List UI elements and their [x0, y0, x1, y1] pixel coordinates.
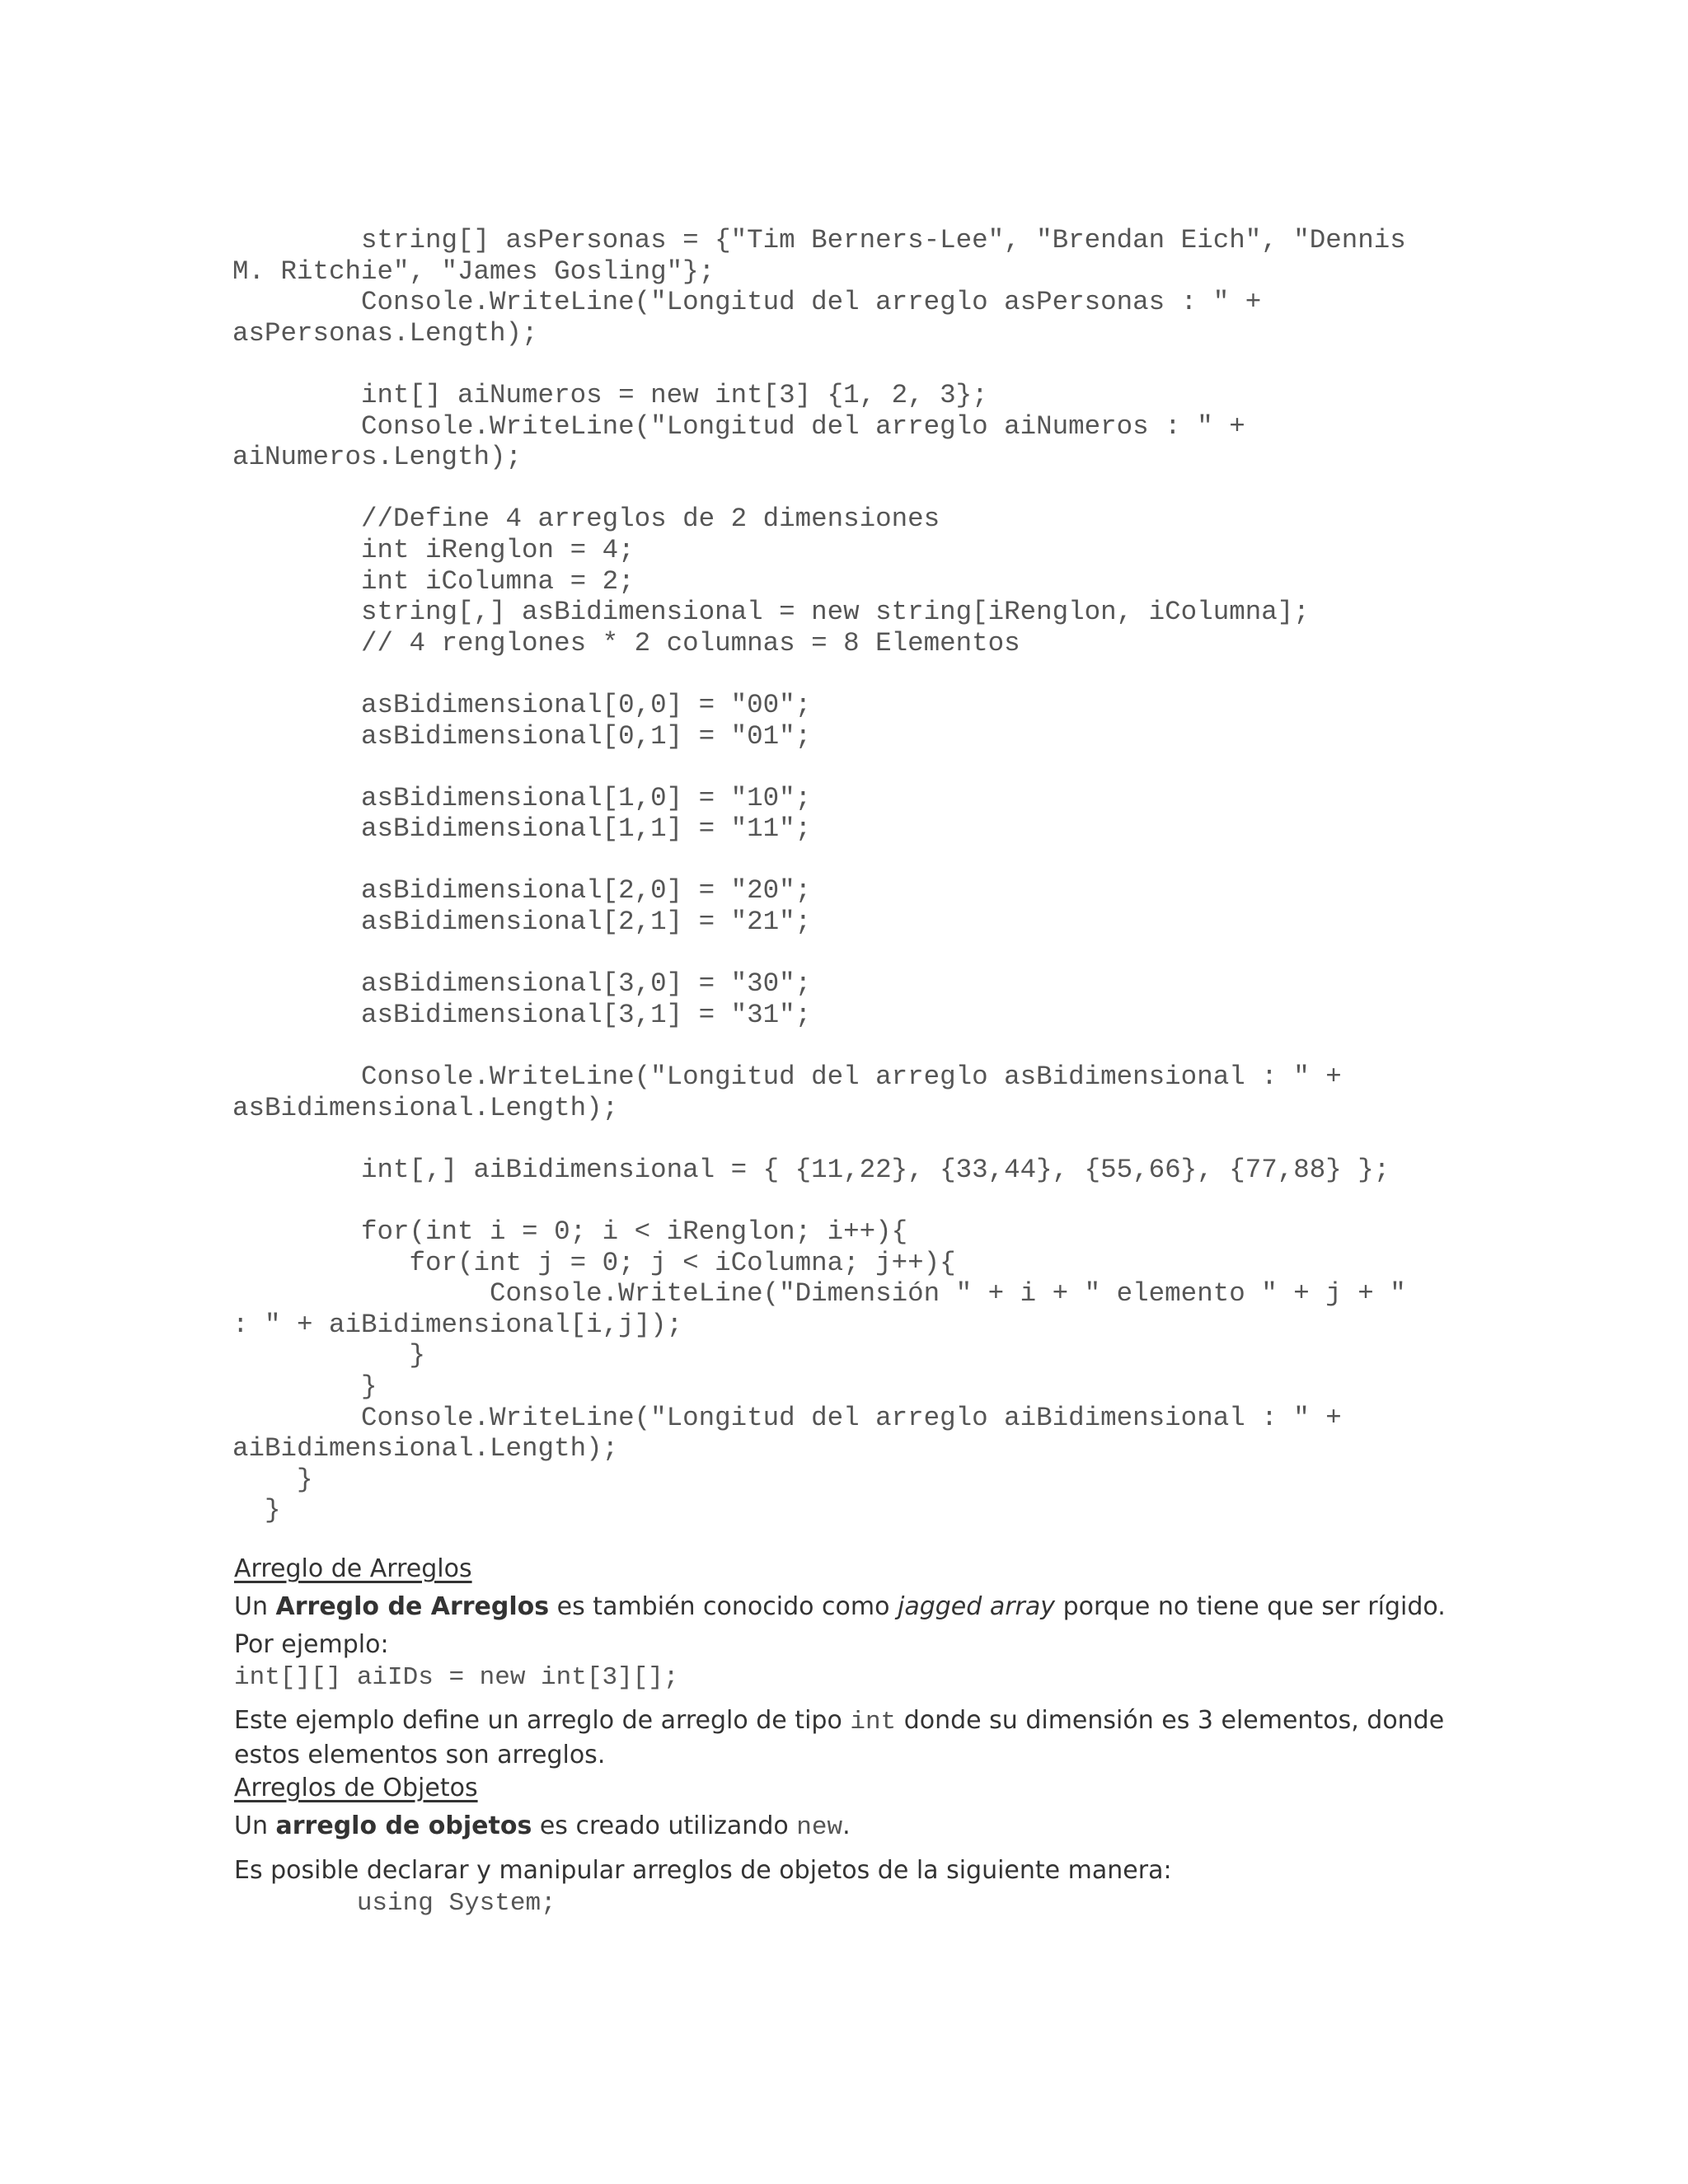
code-line: [232, 349, 1452, 380]
code-line: Console.WriteLine("Dimensión " + i + " elemento " + j + ": [232, 1278, 1406, 1310]
code-line: int[] aiNumeros = new int[3] {1, 2, 3};: [232, 379, 988, 410]
objects-intro: [234, 1810, 1446, 1844]
code-line: [232, 845, 1452, 876]
jagged-array-intro: [234, 1591, 1446, 1624]
code-line: [232, 938, 1452, 969]
code-line: asBidimensional[2,0] = "20";: [232, 875, 812, 907]
code-line: asBidimensional[3,1] = "31";: [232, 999, 812, 1030]
intro-text-prefix: Un: [234, 1592, 276, 1621]
objects-text-middle: es creado utilizando: [532, 1811, 797, 1840]
intro-italic-term: jagged array: [898, 1592, 1056, 1621]
code-line: asBidimensional[2,1] = "21";: [232, 907, 812, 938]
code-line: }: [232, 1464, 313, 1495]
code-line: asBidimensional.Length);: [232, 1092, 619, 1123]
code-line: asBidimensional[0,0] = "00";: [232, 689, 812, 720]
code-line: for(int j = 0; j < iColumna; j++){: [232, 1247, 956, 1278]
objects-text-suffix: .: [842, 1811, 851, 1840]
code-line: string[] asPersonas = {"Tim Berners-Lee", "Brendan Eich", "Dennis: [232, 225, 1406, 255]
code-line: [232, 1123, 1452, 1155]
code-line: aiBidimensional.Length);: [232, 1433, 619, 1465]
code-line: Console.WriteLine("Longitud del arreglo asPersonas : " +: [232, 287, 1262, 318]
code-line: asBidimensional[1,0] = "10";: [232, 782, 812, 813]
objects-text-prefix: Un: [234, 1811, 276, 1840]
code-line: string[,] asBidimensional = new string[iRenglon, iColumna];: [232, 597, 1310, 628]
code-line: aiNumeros.Length);: [232, 442, 523, 473]
objects-manipulate-text: Es posible declarar y manipular arreglos de objetos de la siguiente manera:: [234, 1856, 1172, 1885]
code-line: int[,] aiBidimensional = { {11,22}, {33,44}, {55,66}, {77,88} };: [232, 1154, 1390, 1185]
code-line: asBidimensional[0,1] = "01";: [232, 720, 812, 752]
code-line: Console.WriteLine("Longitud del arreglo asBidimensional : " +: [232, 1062, 1342, 1093]
code-line: [232, 752, 1452, 783]
code-line: asPersonas.Length);: [232, 317, 538, 349]
jagged-example-code: int[][] aiIDs = new int[3][];: [234, 1663, 679, 1692]
code-line: for(int i = 0; i < iRenglon; i++){: [232, 1216, 908, 1247]
code-line: int iColumna = 2;: [232, 565, 635, 597]
code-line: [232, 658, 1452, 690]
explain-inline-code: int: [850, 1708, 897, 1736]
example-label: Por ejemplo:: [234, 1630, 389, 1659]
heading-arreglos-de-objetos: Arreglos de Objetos: [234, 1774, 478, 1802]
code-line: M. Ritchie", "James Gosling"};: [232, 255, 715, 287]
code-line: int iRenglon = 4;: [232, 534, 635, 565]
code-line: // 4 renglones * 2 columnas = 8 Elementos: [232, 627, 1020, 658]
code-line: //Define 4 arreglos de 2 dimensiones: [232, 504, 940, 535]
code-listing: [232, 225, 1452, 1526]
code-line: asBidimensional[1,1] = "11";: [232, 813, 812, 845]
code-line: }: [232, 1371, 377, 1402]
code-line: Console.WriteLine("Longitud del arreglo aiNumeros : " +: [232, 410, 1245, 442]
code-line: asBidimensional[3,0] = "30";: [232, 968, 812, 1000]
explain-text-prefix: Este ejemplo define un arreglo de arreglo de tipo: [234, 1706, 851, 1735]
code-line: [232, 1030, 1452, 1062]
objects-bold-term: arreglo de objetos: [275, 1811, 532, 1840]
jagged-explanation: [234, 1704, 1446, 1772]
code-line: }: [232, 1495, 281, 1526]
code-line: : " + aiBidimensional[i,j]);: [232, 1309, 683, 1340]
using-system-code: using System;: [234, 1889, 556, 1918]
intro-bold-term: Arreglo de Arreglos: [275, 1592, 550, 1621]
code-line: [232, 1185, 1452, 1216]
code-line: [232, 473, 1452, 504]
heading-arreglo-de-arreglos: Arreglo de Arreglos: [234, 1554, 472, 1583]
prose-section: [234, 1553, 1446, 1920]
code-line: Console.WriteLine("Longitud del arreglo aiBidimensional : " +: [232, 1402, 1342, 1433]
intro-text-suffix: porque no tiene que ser rígido.: [1055, 1592, 1446, 1621]
objects-inline-code: new: [796, 1813, 843, 1842]
code-line: }: [232, 1340, 426, 1371]
intro-text-middle: es también conocido como: [549, 1592, 898, 1621]
explain-text-suffix: donde su dimensión es 3 elementos, donde estos elementos son arreglos.: [234, 1706, 1445, 1769]
